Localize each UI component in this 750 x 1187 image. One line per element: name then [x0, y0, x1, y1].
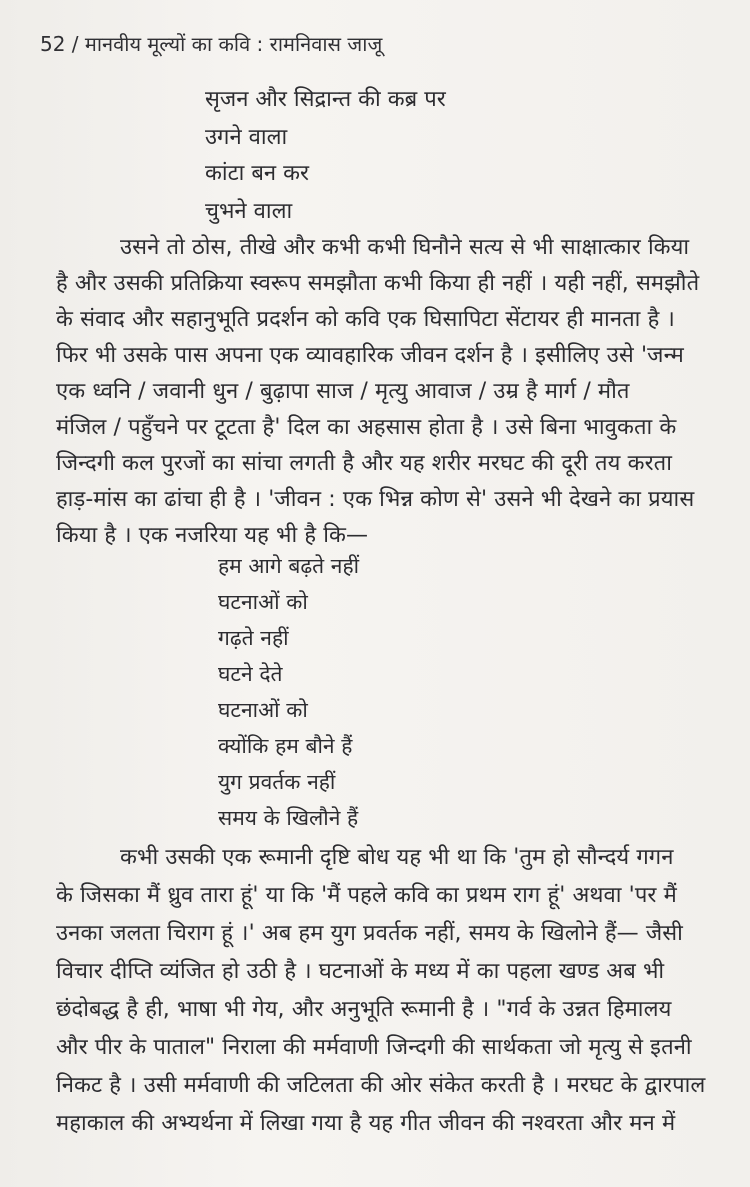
running-header: 52 / मानवीय मूल्यों का कवि : रामनिवास जाजू — [40, 32, 383, 56]
verse-one-line: उगने वाला — [205, 125, 288, 150]
paragraph-one-line: एक ध्वनि / जवानी धुन / बुढ़ापा साज / मृत्यु आवाज / उम्र है मार्ग / मौत — [56, 379, 630, 404]
paragraph-one-line: जिन्दगी कल पुरजों का सांचा लगती है और यह शरीर मरघट की दूरी तय करता — [56, 451, 673, 476]
paragraph-two-line: महाकाल की अभ्यर्थना में लिखा गया है यह गीत जीवन की नश्वरता और मन में — [56, 1111, 676, 1136]
paragraph-two-line: के जिसका मैं ध्रुव तारा हूं' या कि 'मैं पहले कवि का प्रथम राग हूं' अथवा 'पर मैं — [56, 883, 677, 908]
verse-one-line: कांटा बन कर — [205, 161, 310, 186]
paragraph-one-line: उसने तो ठोस, तीखे और कभी कभी घिनौने सत्य से भी साक्षात्कार किया — [120, 235, 690, 260]
verse-one-line: सृजन और सिद्रान्त की कब्र पर — [205, 87, 446, 112]
verse-two-line: हम आगे बढ़ते नहीं — [218, 554, 360, 578]
paragraph-one-line: किया है । एक नजरिया यह भी है कि— — [56, 523, 369, 548]
paragraph-one-line: फिर भी उसके पास अपना एक व्यावहारिक जीवन दर्शन है । इसीलिए उसे 'जन्म — [56, 343, 684, 368]
paragraph-two-line: और पीर के पाताल" निराला की मर्मवाणी जिन्दगी की सार्थकता जो मृत्यु से इतनी — [56, 1035, 692, 1060]
paragraph-two-line: विचार दीप्ति व्यंजित हो उठी है । घटनाओं के मध्य में का पहला खण्ड अब भी — [56, 959, 665, 984]
paragraph-one-line: के संवाद और सहानुभूति प्रदर्शन को कवि एक घिसापिटा सेंटायर ही मानता है । — [56, 307, 675, 332]
verse-two-line: क्योंकि हम बौने हैं — [218, 734, 353, 758]
verse-two-line: घटने देते — [218, 662, 283, 686]
verse-two-line: गढ़ते नहीं — [218, 626, 289, 650]
verse-two-line: घटनाओं को — [218, 698, 308, 722]
verse-two-line: युग प्रवर्तक नहीं — [218, 770, 336, 794]
verse-two-line: घटनाओं को — [218, 590, 308, 614]
paragraph-two-line: निकट है । उसी मर्मवाणी की जटिलता की ओर संकेत करती है । मरघट के द्वारपाल — [56, 1073, 706, 1098]
paragraph-two-line: कभी उसकी एक रूमानी दृष्टि बोध यह भी था कि 'तुम हो सौन्दर्य गगन — [120, 845, 674, 870]
verse-two-line: समय के खिलौने हैं — [218, 806, 359, 830]
paragraph-one-line: हाड़-मांस का ढांचा ही है । 'जीवन : एक भिन्न कोण से' उसने भी देखने का प्रयास — [56, 487, 695, 512]
paragraph-two-line: छंदोबद्ध है ही, भाषा भी गेय, और अनुभूति रूमानी है । "गर्व के उन्नत हिमालय — [56, 997, 672, 1022]
paragraph-one-line: है और उसकी प्रतिक्रिया स्वरूप समझौता कभी किया ही नहीं । यही नहीं, समझौते — [56, 271, 700, 296]
verse-one-line: चुभने वाला — [205, 199, 293, 224]
paragraph-two-line: उनका जलता चिराग हूं ।' अब हम युग प्रवर्तक नहीं, समय के खिलोने हैं— जैसी — [56, 921, 683, 946]
paragraph-one-line: मंजिल / पहुँचने पर टूटता है' दिल का अहसास होता है । उसे बिना भावुकता के — [56, 415, 677, 440]
